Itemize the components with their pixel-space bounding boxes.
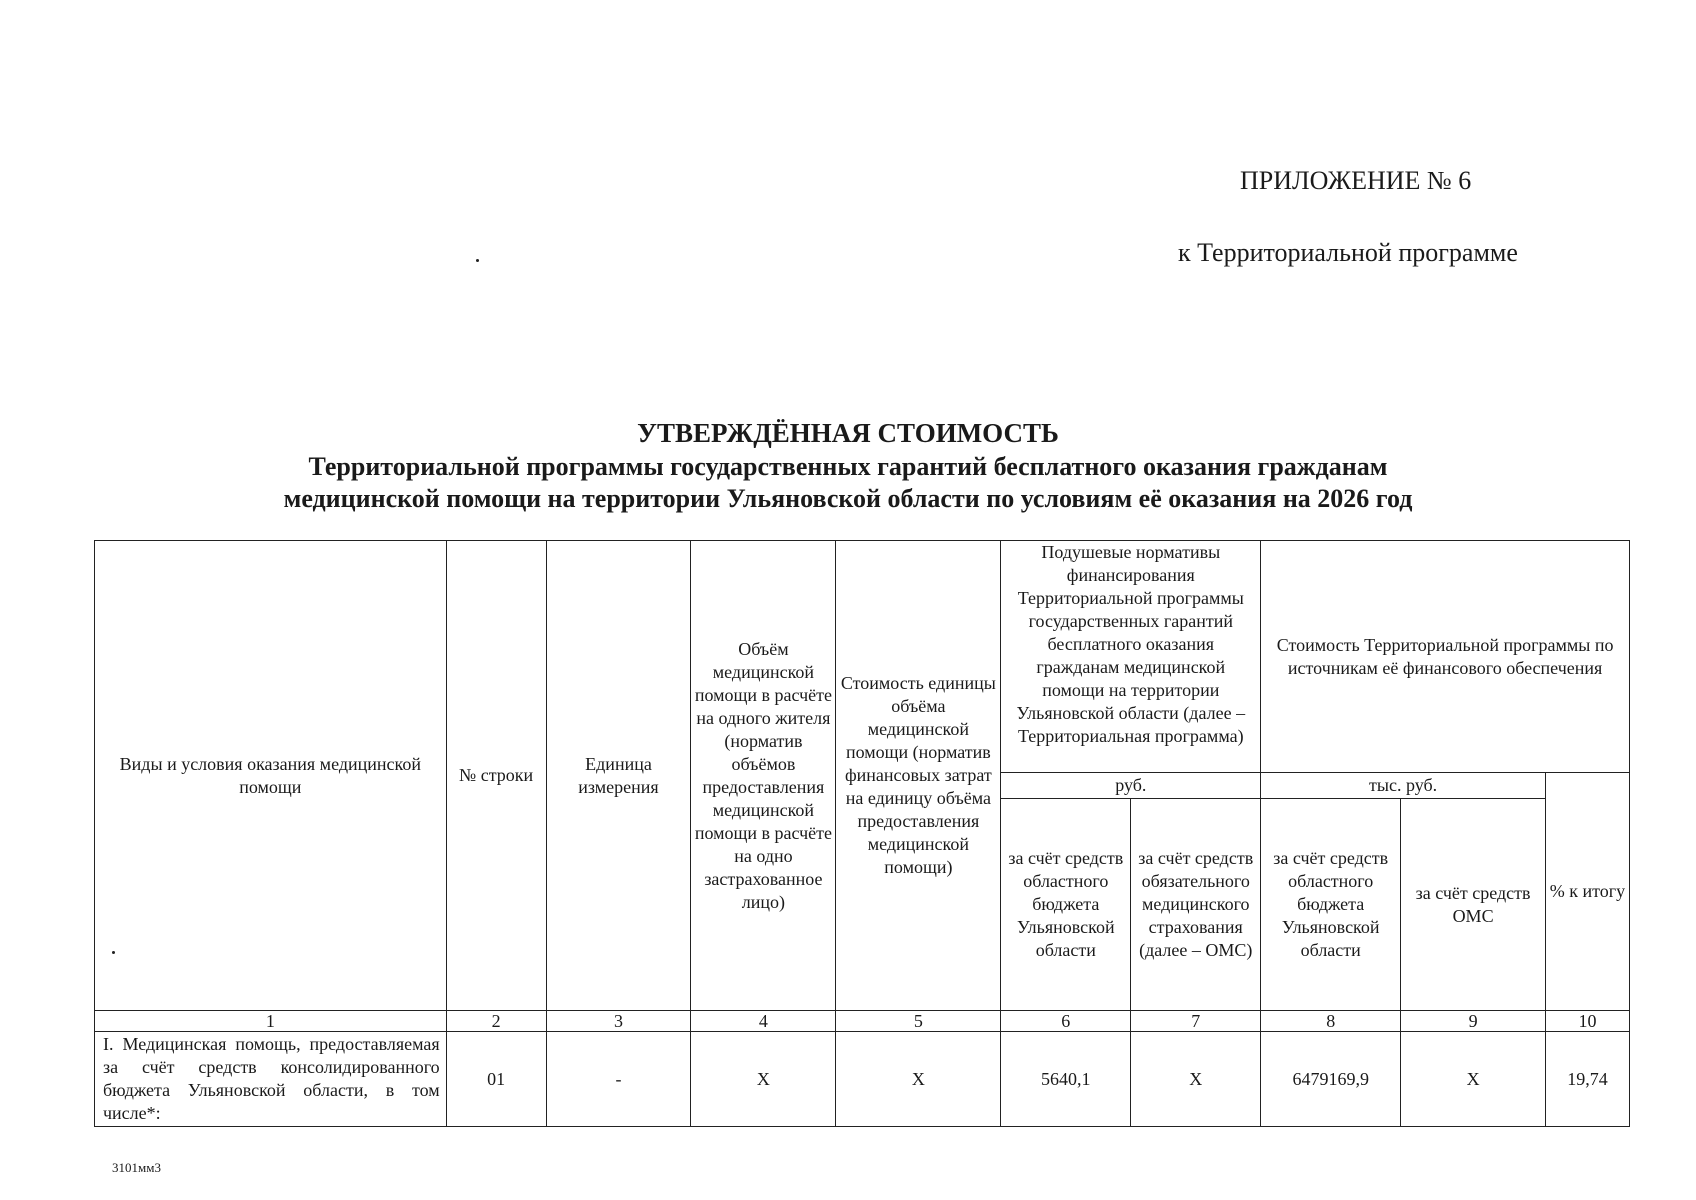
column-number: 5 <box>836 1011 1001 1032</box>
header-program-cost-group: Стоимость Территориальной программы по источникам её финансового обеспечения <box>1261 541 1630 773</box>
scan-speck <box>112 951 115 954</box>
row-total-budget: 6479169,9 <box>1261 1032 1401 1127</box>
column-number: 8 <box>1261 1011 1401 1032</box>
column-number: 7 <box>1131 1011 1261 1032</box>
header-total-oms: за счёт средств ОМС <box>1401 799 1546 1011</box>
appendix-number: ПРИЛОЖЕНИЕ № 6 <box>1240 166 1472 195</box>
header-line-number: № строки <box>446 541 546 1011</box>
column-number: 4 <box>691 1011 836 1032</box>
document-title: УТВЕРЖДЁННАЯ СТОИМОСТЬ <box>637 418 1059 448</box>
column-number: 2 <box>446 1011 546 1032</box>
cost-table <box>94 540 1630 1127</box>
header-total-budget: за счёт средств областного бюджета Ульяновской области <box>1261 799 1401 1011</box>
document-code: 3101мм3 <box>112 1160 161 1175</box>
row-per-capita-oms: Х <box>1131 1032 1261 1127</box>
column-number: 3 <box>546 1011 691 1032</box>
header-unit-cost: Стоимость единицы объёма медицинской помощи (норматив финансовых затрат на единицу объёма предоставления медицинской помощи) <box>836 541 1001 1011</box>
document-subtitle-line1: Территориальной программы государственных гарантий бесплатного оказания гражданам <box>308 452 1388 481</box>
row-unit-cost: Х <box>836 1032 1001 1127</box>
column-number: 6 <box>1001 1011 1131 1032</box>
scan-speck <box>476 259 479 262</box>
header-percent: % к итогу <box>1546 773 1630 1011</box>
row-unit: - <box>546 1032 691 1127</box>
document-subtitle-line2: медицинской помощи на территории Ульяновской области по условиям её оказания на 2026 год <box>283 484 1413 513</box>
column-number: 1 <box>95 1011 447 1032</box>
row-total-oms: Х <box>1401 1032 1546 1127</box>
column-number: 10 <box>1546 1011 1630 1032</box>
header-per-capita-group: Подушевые нормативы финансирования Территориальной программы государственных гарантий бесплатного оказания гражданам медицинской помощи на территории Ульяновской области (далее – Территориальная программа) <box>1001 541 1261 773</box>
row-volume: Х <box>691 1032 836 1127</box>
header-unit-rub: руб. <box>1001 773 1261 799</box>
table-row <box>95 1032 1630 1127</box>
header-per-capita-oms: за счёт средств обязательного медицинского страхования (далее – ОМС) <box>1131 799 1261 1011</box>
header-unit-thousand-rub: тыс. руб. <box>1261 773 1546 799</box>
header-volume: Объём медицинской помощи в расчёте на одного жителя (норматив объёмов предоставления медицинской помощи в расчёте на одно застрахованное лицо) <box>691 541 836 1011</box>
row-line-number: 01 <box>446 1032 546 1127</box>
header-per-capita-budget: за счёт средств областного бюджета Ульяновской области <box>1001 799 1131 1011</box>
row-percent: 19,74 <box>1546 1032 1630 1127</box>
row-name: I. Медицинская помощь, предоставляемая за счёт средств консолидированного бюджета Ульяновской области, в том числе*: <box>95 1032 447 1127</box>
header-unit: Единица измерения <box>546 541 691 1011</box>
column-number-row <box>95 1011 1630 1032</box>
header-kinds: Виды и условия оказания медицинской помощи <box>95 541 447 1011</box>
column-number: 9 <box>1401 1011 1546 1032</box>
row-per-capita-budget: 5640,1 <box>1001 1032 1131 1127</box>
appendix-reference: к Территориальной программе <box>1178 238 1518 267</box>
